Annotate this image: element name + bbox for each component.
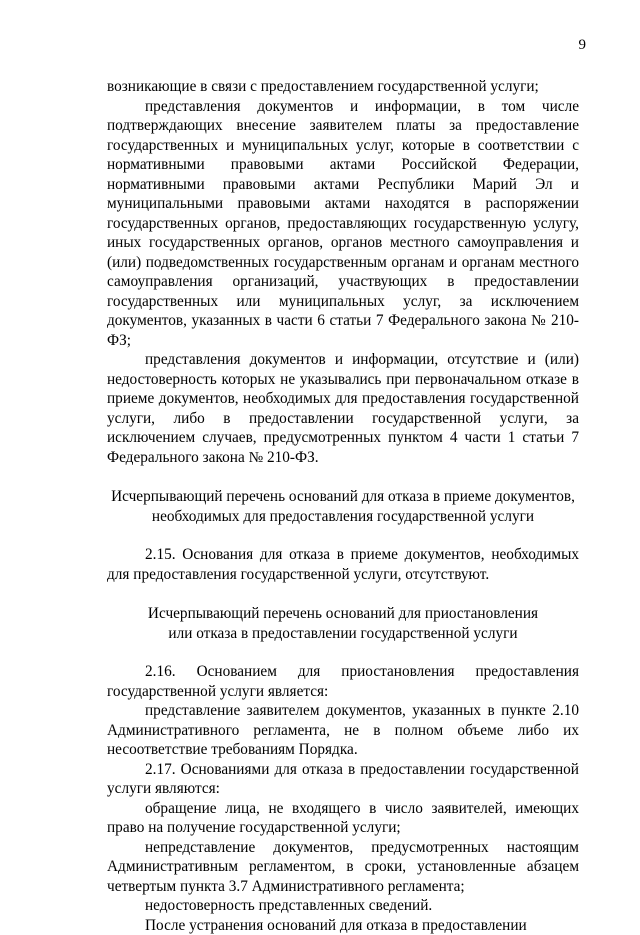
paragraph-documents-information: представления документов и информации, в том числе подтверждающих внесение заявителем платы за предоставление государственных и муниципальных услуг, которые в соответствии с нормативными правовыми актами Российской Федерации, нормативными правовыми актами Республики Марий Эл и муниципальными правовыми актами находятся в распоряжении государственных органов, предоставляющих государственную услугу, иных государственных органов, органов местного самоуправления и (или) подведомственных государственным органам и органам местного самоуправления организаций, участвующих в предоставлении государственных или муниципальных услуг, за исключением документов, указанных в части 6 статьи 7 Федерального закона № 210-ФЗ; <box>107 97 579 351</box>
document-body <box>107 77 579 935</box>
section-heading-suspension-line1: Исчерпывающий перечень оснований для приостановления <box>107 604 579 624</box>
paragraph-unreliable-data: недостоверность представленных сведений. <box>107 896 579 916</box>
paragraph-documents-unreliability: представления документов и информации, отсутствие и (или) недостоверность которых не указывались при первоначальном отказе в приеме документов, необходимых для предоставления государственной услуги, либо в предоставлении государственной услуги, за исключением случаев, предусмотренных пунктом 4 части 1 статьи 7 Федерального закона № 210-ФЗ. <box>107 350 579 467</box>
paragraph-continuation: возникающие в связи с предоставлением государственной услуги; <box>107 77 579 97</box>
paragraph-2-15: 2.15. Основания для отказа в приеме документов, необходимых для предоставления государственной услуги, отсутствуют. <box>107 545 579 584</box>
paragraph-2-17: 2.17. Основаниями для отказа в предоставлении государственной услуги являются: <box>107 760 579 799</box>
section-heading-suspension-line2: или отказа в предоставлении государственной услуги <box>107 624 579 644</box>
section-heading-refusal-acceptance-line2: необходимых для предоставления государственной услуги <box>107 507 579 527</box>
paragraph-2-16: 2.16. Основанием для приостановления предоставления государственной услуги является: <box>107 662 579 701</box>
spacer <box>107 584 579 604</box>
section-heading-refusal-acceptance-line1: Исчерпывающий перечень оснований для отказа в приеме документов, <box>107 487 579 507</box>
spacer <box>107 643 579 662</box>
page-number: 9 <box>566 36 586 54</box>
spacer <box>107 526 579 545</box>
paragraph-after-elimination: После устранения оснований для отказа в предоставлении <box>107 916 579 935</box>
paragraph-not-applicant: обращение лица, не входящего в число заявителей, имеющих право на получение государственной услуги; <box>107 799 579 838</box>
paragraph-submission-incomplete: представление заявителем документов, указанных в пункте 2.10 Административного регламента, не в полном объеме либо их несоответствие требованиям Порядка. <box>107 701 579 760</box>
spacer <box>107 467 579 487</box>
paragraph-non-submission: непредставление документов, предусмотренных настоящим Административным регламентом, в сроки, установленные абзацем четвертым пункта 3.7 Административного регламента; <box>107 838 579 897</box>
